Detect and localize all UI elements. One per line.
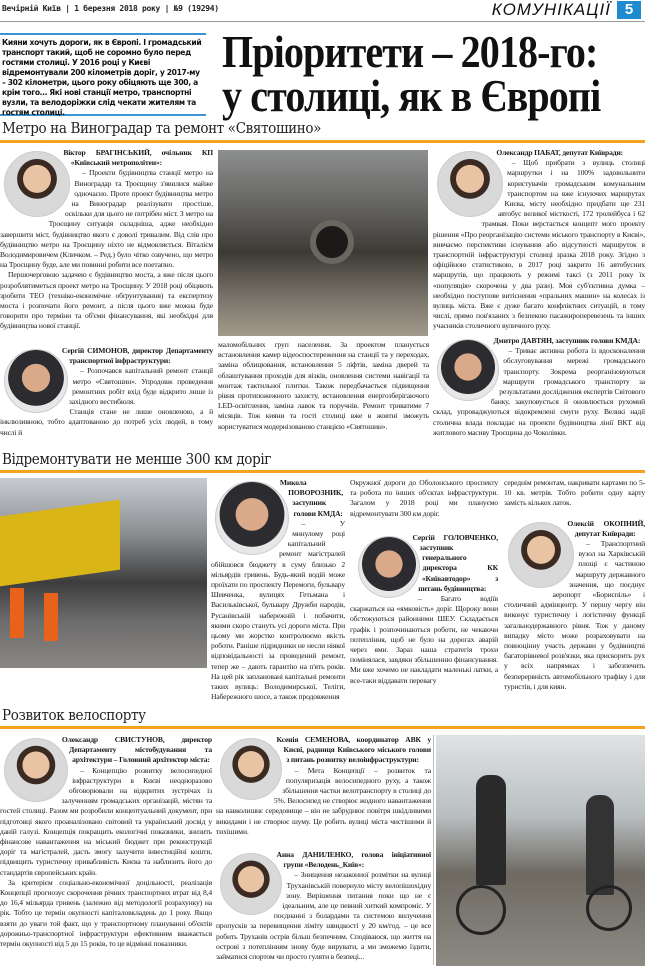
- worker-shape: [10, 588, 24, 638]
- avatar-photo: [4, 738, 68, 802]
- quote-symonov: [0, 346, 213, 444]
- quote-author: Микола ПОВОРОЗНИК, заступник голови КМДА:: [279, 478, 344, 518]
- quote-bragynskyi: [0, 148, 213, 344]
- avatar-photo: [508, 522, 574, 588]
- quote-text: – Транспортний вузол на Харківській площі є частиною маршруту державного значення, що поєднує аеропорт «Бориспіль» і столичний адмінцентр. У першу чергу він виконує туристичну і логістичну функції загальнодержавного рівня. Тож у даному випадку місто може розраховувати на повноцінну участь держави у будівництві багаторівневої розв'язки, яка прискорить рух у всіх напрямках і забезпечить безперервність автомобільного трафіку і для туристів, і для киян.: [504, 539, 645, 691]
- quote-text: – Багато водіїв скаржаться на «ямковість» доріг. Щороку вони обстежуються районними ШЕУ. Складається графік і розпочинаються роботи, не чекаючи потепління, щоб не було на дорогах аварій через ями. Зараз наша стратегія трохи помінялася, завдяки збільшенню фінансування. Ми вже хочемо не накладати маленькі латки, а все-таки віддавати перевагу: [350, 594, 498, 685]
- column-roads-middle: [350, 478, 498, 702]
- quote-text: – Знищення незаконної розмітки на вулиці Труханівській повернуло місту велопішохідну зону. Вирішення питання поки що не є ідеальним, але це певний хиткий компроміс. У поєднанні з болардами та системою вилучення пропусків за перевищення ліміту швидкості у 20 км/год. – це все робить Труханів острів більш безпечним. Сподіваюся, що життя на острові з потеплінням знову буде вирувати, а ми зможемо їздити, займатися спортом чи просто гуляти в безпеці...: [216, 870, 431, 962]
- avatar-photo: [437, 339, 499, 401]
- bicycle-wheel-shape: [456, 885, 506, 935]
- quote-text: – Щоб прибрати з вулиць столиці маршрутки і на 100% задовольнити користувачів громадським комунальним транспортом на вже існуючих маршрутах Києва, місту необхідно придбати ще 231 автобус великої місткості, 172 тролейбуса і 62 трамвая. Поки верстається концепт мого проекту рішення «Про реорганізацію системи міського транспорту в Києві», вивчаємо перспективи існування або відсутності маршруток в транспортній інфраструктурі столиці зразка 2018 року. Згідно з офіційною статистикою, в 2017 році закрито 16 автобусних маршрутів, що працюють у режимі таксі (з 2011 року їх «популяція» скорочена у два рази). Моя суб'єктивна думка – необхідно поступове витіснення «пральних машин» на колесах із вулиць міста. Вже є дуже багато конфліктних ситуацій, в тому числі, прямо пов'язаних з безпекою пасажироперевезень та інших учасників столичного вуличного руху.: [433, 158, 645, 331]
- quote-semenova: [216, 735, 431, 847]
- lead-paragraph: Кияни хочуть дороги, як в Європі. І громадський транспорт такий, щоб не соромно було перед гостями столиці. У 2016 році у Києві відремонтували 200 кілометрів доріг, у 2017-му – 302 кілометри, цього року обіцяють ще 300, а крім того… Які нові станції метро, транспортні вузли, та велодоріжки слід чекати жителям та гостям столиці.: [0, 33, 206, 116]
- bicycle-wheel-shape: [586, 885, 632, 931]
- section-divider: [0, 470, 645, 473]
- section-heading-metro: Метро на Виноградар та ремонт «Святошино»: [2, 119, 322, 137]
- page-title: [222, 27, 605, 121]
- section-divider: [0, 140, 645, 143]
- quote-text: Станція стане не лише оновленою, а й інклюзивною, тобто адаптованою до потреб усіх людей, в тому числі й: [0, 407, 213, 437]
- quote-author: Ксенія СЕМЕНОВА, координатор АВК у Києві, радниця Київського міського голови з питань розвитку велоінфраструктури:: [276, 735, 431, 765]
- quote-text: – Концепцію розвитку велосипедної інфраструктури в Києві неодноразово обговорювали на відкритих зустрічах із залученням громадських організацій, містян та гостей столиці. Разом ми розробили концептуальний документ, при підготовці якого проаналізовано світовий та український досвід у даній галузі. Концепція покращить екологічні показники, знизить фінансове навантаження на міський бюджет при реконструкції доріг та магістралей, дасть змогу залучити інвестиційні кошти, підвищить туристичну привабливість Києва та наблизить його до стандартів європейських країн.: [0, 765, 212, 877]
- road-repair-photo: [0, 478, 207, 668]
- section-label: КОМУНІКАЦІЇ: [491, 0, 611, 19]
- masthead: Вечірній Київ | 1 березня 2018 року | №9 (19294): [2, 4, 219, 13]
- avatar-photo: [215, 481, 289, 555]
- quote-author: Віктор БРАГІНСЬКИЙ, очільник КП «Київський метрополітен»:: [63, 148, 213, 168]
- page-number: 5: [617, 1, 641, 19]
- quote-author: Олександр ПАБАТ, депутат Київради:: [496, 148, 624, 157]
- quote-author: Дмитро ДАВТЯН, заступник голови КМДА:: [493, 336, 641, 345]
- quote-davtian: [433, 336, 645, 444]
- quote-author: Олександр СВИСТУНОВ, директор Департаменту містобудування та архітектури – Головний архітектор міста:: [61, 735, 212, 765]
- quote-pabat: [433, 148, 645, 336]
- quote-text: маломобільних груп населення. За проектом планується встановлення камер відеоспостереження на станції та у переходах, заміна облицювання, встановлення 5 ліфтів, заміна дверей та облаштування проходів для візків, оновлення системи навігації та монтаж тактильної плитки. Також передбачається підвищення рівня протипожежного захисту, встановлення енергозберігаючого LED-освітлення, заміна лавок та поручнів. Ремонт триватиме 7 місяців. Тож кияни та гості столиці вже в жовтні зможуть користуватися модернізованою станцією «Святошин».: [218, 340, 429, 431]
- cyclist-shape: [586, 795, 614, 895]
- avatar-photo: [220, 853, 282, 915]
- quote-text: – У минулому році капітальний ремонт магістралей обійшовся бюджету в суму близько 2 мільярдів гривень. Будь-який водій може проїхати по проспекту Перемоги, бульвару Шевченка, вулицях Гетьмана і Васильківської, бульвару Дружби народів, Русанівській набережній і побачити, якими скоро стануть усі дороги міста. При цьому ми жорстко контролюємо якість роботи. Раніше підрядники не несли ніякої відповідальності за проведений ремонт, тепер же – дають гарантію на п'ять років. На цей рік заплановані капітальні ремонти таких вулиць: Володимирської, Теліги, Набережного шосе, а також продовження: [211, 518, 345, 702]
- quote-text: – Мета Концепції – розвиток та популяризація велосипедного руху, а також збільшення частки велотранспорту в столиці до 5%. Велосипед не створює жодного навантаження на навколишнє середовище – він не забруднює повітря шкідливими викидами і не створює шуму. Це робить вулиці міста чистішими й тихішими.: [216, 765, 431, 836]
- quote-povoroznyk: [211, 478, 345, 702]
- avatar-photo: [220, 738, 282, 800]
- quote-text: За критерієм соціально-економічної доцільності, реалізація Концепції прогнозує скорочення річних транспортних втрат від 8,4 до 16,4 мільярда гривень (залежно від методології розрахунку) на рік. Тобто це термін окупності капіталовкладень до 1 року. Якщо взяти до уваги той факт, що у транспортному плануванні об'єктів дорожньо-транспортної інфраструктури ефективним вважається термін окупності від 5 до 15 років, то це відмінні показники.: [0, 877, 212, 949]
- avatar-photo: [4, 349, 68, 413]
- tunnel-shape: [310, 220, 354, 264]
- quote-text: Окружної дороги до Оболонського проспекту та робота по інших об'єктах інфраструктури. Загалом у 2018 році ми плануємо відремонтувати 300 км доріг.: [350, 478, 498, 518]
- quote-text: – Проекти будівництва станції метро на Виноградар та Троєщину з'явилися майже одночасно. Проте проект будівництва метро на Виноградар реалізувати простіше, оскільки для цього не потрібен міст. З метро на Троєщину ситуація складніша, адже необхідно завершити міст, будівництво якого є доволі тривалим. Від слів про будівництво метро на Троєщину ніхто не відмовляється. Віталієм Володимировичем (Кличком. – Ред.) було чітко озвучено, що метро на Троєщину буде, але ми повинні робити все поетапно.: [0, 168, 213, 270]
- worker-shape: [44, 593, 58, 641]
- avatar-photo: [358, 536, 420, 598]
- header-divider: [0, 21, 645, 22]
- paver-machine-shape: [0, 500, 120, 587]
- quote-author: Сергій ГОЛОВЧЕНКО, заступник генерального директора КК «Київавтодор» з питань будівництва:: [412, 532, 498, 593]
- quote-danylenko: [216, 850, 431, 968]
- section-heading-roads: Відремонтувати не менше 300 км доріг: [2, 450, 272, 468]
- quote-text: середнім ремонтам, накривати картами по 5-10 кв. метрів. Тобто робити одну карту замість кількох латок.: [504, 478, 645, 508]
- quote-text: Першочерговою задачею є будівництво моста, а вже після цього розроблятиметься проект метро на Троєщину. У 2018 році обіцяють зробити ТЕО (техніко-економічне обґрунтування) та експертизу моста і розпочати його ремонт, а після цього вже можна буде говорити про терміни та об'єми фінансування, які необхідні для будівництва нової станції.: [0, 270, 213, 331]
- metro-construction-photo: [218, 150, 428, 336]
- title-line-1: Пріоритети – 2018-го:: [222, 27, 598, 77]
- quote-author: Анна ДАНИЛЕНКО, голова ініціативної групи «Велодень_Київ»:: [276, 850, 431, 870]
- section-heading-cycling: Розвиток велоспорту: [2, 706, 146, 724]
- quote-text: – Триває активна робота із вдосконалення обслуговування мережі громадського транспорту. Зокрема реорганізовуються маршрути громадського транспорту за результатами дослідження експертів Світового банку, закуповується й оновлюється рухомий склад, упроваджуються відокремлені смуги руху. Великі надії столична влада покладає на проекти будівництва лінії ВКТ від житлового масиву Троєщина до Чоколівки.: [433, 346, 645, 437]
- quote-text: – Розпочався капітальний ремонт станції метро «Святошин». Упродовж проведення ремонтних робіт вхід буде відкрито лише із західного вестибюля.: [68, 366, 213, 407]
- cyclists-photo: [436, 735, 645, 966]
- quote-symonov-continued: [218, 340, 429, 444]
- cyclist-shape: [476, 775, 506, 885]
- quote-author: Сергій СИМОНОВ, директор Департаменту транспортної інфраструктури:: [61, 346, 213, 366]
- column-roads-right: [504, 478, 645, 702]
- quote-svystunov: [0, 735, 212, 968]
- section-divider: [0, 726, 645, 729]
- title-line-2: у столиці, як в Європі: [222, 71, 601, 121]
- avatar-photo: [4, 151, 70, 217]
- column-divider: [433, 735, 434, 965]
- quote-author: Олексій ОКОПНИЙ, депутат Київради:: [567, 518, 645, 538]
- avatar-photo: [437, 151, 503, 217]
